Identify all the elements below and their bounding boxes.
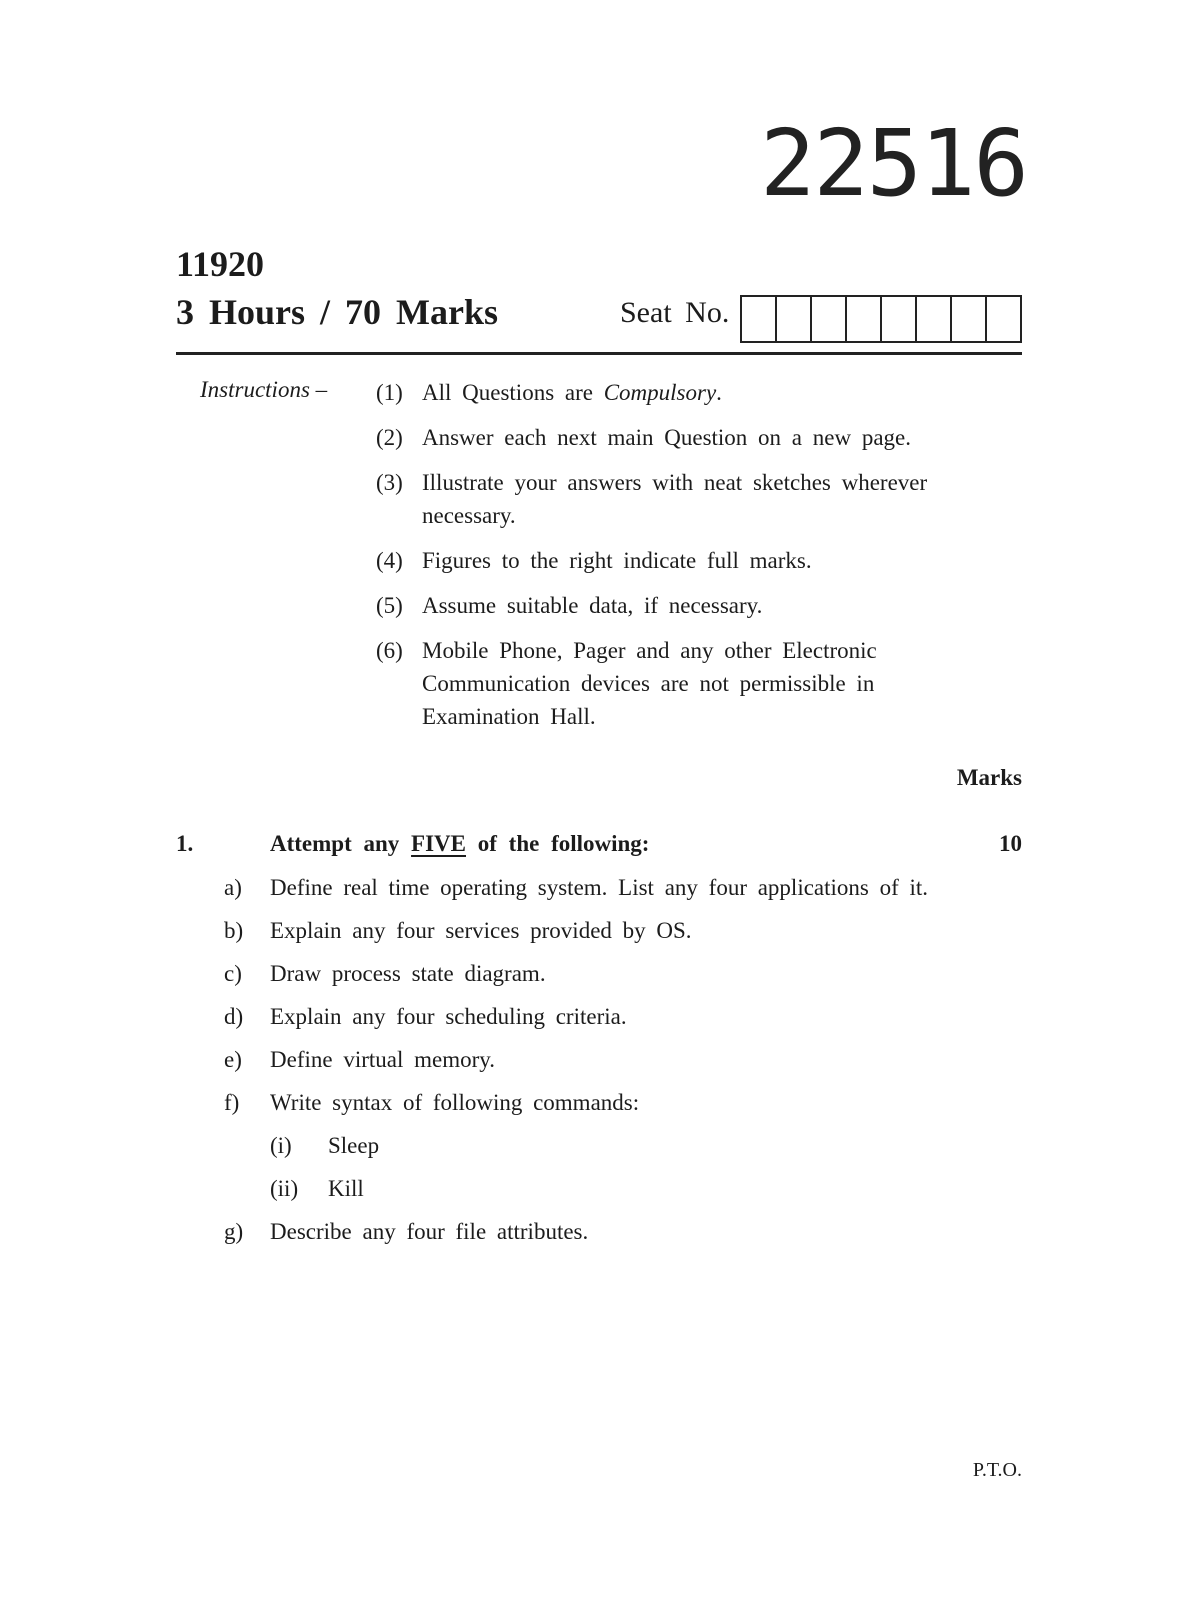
- sub-question-text: Explain any four services provided by OS.: [270, 918, 692, 943]
- instruction-text: Illustrate your answers with neat sketches wherever necessary.: [422, 470, 928, 528]
- instruction-text: Mobile Phone, Pager and any other Electronic Communication devices are not permissible in Examination Hall.: [422, 638, 877, 729]
- seat-digit-box[interactable]: [882, 297, 917, 341]
- seat-digit-box[interactable]: [777, 297, 812, 341]
- seat-number-label: Seat No.: [620, 296, 730, 329]
- sub-question-text: Write syntax of following commands:: [270, 1090, 640, 1115]
- instruction-item: [376, 466, 996, 532]
- sub-question-text: Define real time operating system. List any four applications of it.: [270, 875, 929, 900]
- header-divider: [176, 352, 1022, 355]
- please-turn-over: P.T.O.: [972, 1459, 1022, 1481]
- command-item: [270, 1174, 964, 1204]
- instruction-number: (5): [376, 593, 403, 618]
- question-title: Attempt any FIVE of the following:: [270, 831, 650, 856]
- instruction-number: (1): [376, 380, 403, 405]
- five-underlined: FIVE: [411, 831, 466, 856]
- question-marks: 10: [999, 831, 1022, 856]
- sub-question: [224, 1217, 964, 1247]
- duration-marks: 3 Hours / 70 Marks: [176, 292, 499, 332]
- sub-question-letter: a): [224, 875, 242, 900]
- command-item: [270, 1131, 964, 1161]
- command-number: (i): [270, 1133, 292, 1158]
- instruction-item: [376, 634, 996, 733]
- sub-question-letter: f): [224, 1090, 240, 1115]
- command-number: (ii): [270, 1176, 299, 1201]
- sub-question-text: Define virtual memory.: [270, 1047, 496, 1072]
- sub-question-text: Draw process state diagram.: [270, 961, 546, 986]
- sub-question: [224, 959, 964, 989]
- instruction-text: Assume suitable data, if necessary.: [422, 593, 763, 618]
- sub-question-letter: e): [224, 1047, 242, 1072]
- instruction-text: Figures to the right indicate full marks.: [422, 548, 812, 573]
- command-name: Sleep: [328, 1133, 380, 1158]
- instruction-text: Answer each next main Question on a new page.: [422, 425, 911, 450]
- sub-question: [224, 873, 964, 903]
- question-number: 1.: [176, 831, 194, 856]
- sub-question: [224, 1045, 964, 1075]
- sub-question-list: [224, 873, 964, 1260]
- command-name: Kill: [328, 1176, 364, 1201]
- sub-question-letter: c): [224, 961, 242, 986]
- seat-digit-box[interactable]: [742, 297, 777, 341]
- sub-question-letter: b): [224, 918, 244, 943]
- sub-question-letter: g): [224, 1219, 244, 1244]
- instruction-item: [376, 544, 996, 577]
- instruction-number: (2): [376, 425, 403, 450]
- instruction-number: (3): [376, 470, 403, 495]
- sub-question-text: Describe any four file attributes.: [270, 1219, 589, 1244]
- sub-question-letter: d): [224, 1004, 244, 1029]
- marks-column-heading: Marks: [956, 765, 1022, 790]
- seat-digit-box[interactable]: [812, 297, 847, 341]
- sub-question: [224, 916, 964, 946]
- seat-digit-box[interactable]: [987, 297, 1020, 341]
- compulsory-emphasis: Compulsory: [603, 380, 717, 405]
- sub-question: [224, 1088, 964, 1118]
- instruction-number: (6): [376, 638, 403, 663]
- seat-number-boxes[interactable]: [740, 295, 1022, 343]
- sub-question: [224, 1002, 964, 1032]
- instructions-label: Instructions –: [200, 377, 328, 402]
- seat-digit-box[interactable]: [917, 297, 952, 341]
- instruction-item: [376, 589, 996, 622]
- instruction-item: [376, 376, 996, 409]
- seat-digit-box[interactable]: [847, 297, 882, 341]
- seat-digit-box[interactable]: [952, 297, 987, 341]
- serial-number: 11920: [176, 244, 265, 284]
- instruction-text: All Questions are Compulsory.: [422, 380, 722, 405]
- instruction-number: (4): [376, 548, 403, 573]
- instruction-item: [376, 421, 996, 454]
- paper-code: 22516: [760, 110, 1027, 217]
- instructions-list: [376, 376, 996, 745]
- sub-question-text: Explain any four scheduling criteria.: [270, 1004, 627, 1029]
